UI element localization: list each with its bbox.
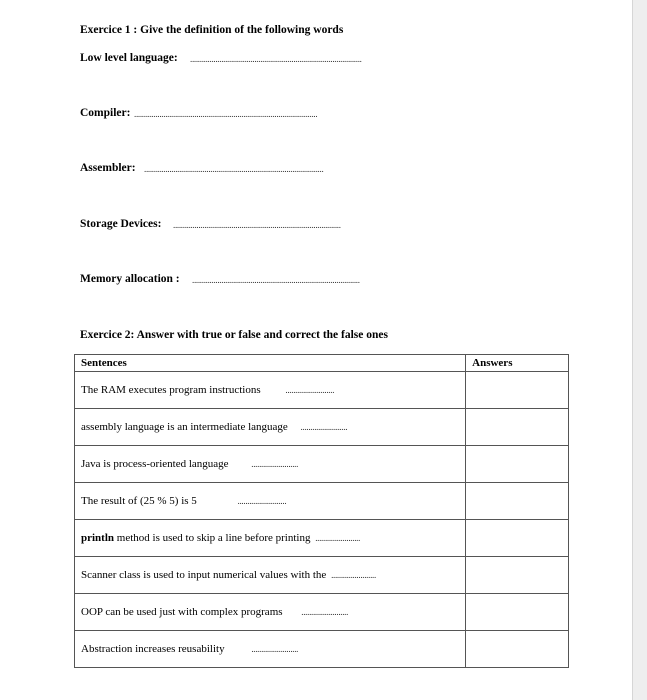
sentence-cell [75,409,466,446]
answer-cell[interactable] [466,631,569,668]
definition-blank-memory-allocation: ...................................................................................... [192,275,360,285]
code-keyword-println: println [81,532,115,544]
answer-cell[interactable] [466,446,569,483]
answer-cell[interactable] [466,520,569,557]
sentence-cell [75,594,466,631]
table-row [75,372,569,409]
definition-blank-storage-devices: ...................................................................................... [173,220,341,230]
sentence-text: method is used to skip a line before printing [114,532,311,544]
exercise2-title: Exercice 2: Answer with true or false and correct the false ones [80,329,388,341]
header-answers: Answers [466,355,569,372]
answer-cell[interactable] [466,594,569,631]
page-edge-shadow [632,0,647,700]
table-row [75,631,569,668]
sentence-cell [75,631,466,668]
answer-cell[interactable] [466,557,569,594]
sentence-dots: ........................ [251,644,299,654]
term-compiler: Compiler: [80,107,131,119]
exercise1-title: Exercice 1 : Give the definition of the following words [80,24,344,36]
table-row [75,483,569,520]
sentence-text: Java is process-oriented language [81,458,229,470]
answer-cell[interactable] [466,372,569,409]
sentence-dots: ......................... [237,496,287,506]
answer-cell[interactable] [466,409,569,446]
definition-blank-compiler: .............................................................................................. [134,109,318,119]
term-low-level-language: Low level language: [80,52,178,64]
sentence-cell [75,446,466,483]
header-sentences: Sentences [75,355,466,372]
sentence-cell [75,557,466,594]
table-row [75,557,569,594]
table-row [75,594,569,631]
term-memory-allocation: Memory allocation : [80,273,180,285]
sentence-dots: ......................... [285,385,335,395]
sentence-cell [75,372,466,409]
term-storage-devices: Storage Devices: [80,218,162,230]
sentence-dots: ....................... [331,570,376,580]
answer-cell[interactable] [466,483,569,520]
table-row [75,409,569,446]
sentence-text: The result of (25 % 5) is 5 [81,495,197,507]
definition-blank-low-level-language: ........................................................................................ [190,54,362,64]
sentence-text: The RAM executes program instructions [81,384,261,396]
sentence-text: OOP can be used just with complex programs [81,606,283,618]
sentence-text: assembly language is an intermediate language [81,421,288,433]
sentence-dots: ........................ [300,422,348,432]
term-assembler: Assembler: [80,162,136,174]
sentence-dots: ........................ [301,607,349,617]
sentence-text: Scanner class is used to input numerical values with the [81,569,327,581]
sentence-cell [75,483,466,520]
table-row [75,446,569,483]
definition-blank-assembler: ............................................................................................ [144,164,324,174]
sentence-cell [75,520,466,557]
table-header-row [75,355,569,372]
sentence-dots: ........................ [251,459,299,469]
true-false-table [74,354,569,668]
sentence-dots: ....................... [315,533,361,543]
table-row [75,520,569,557]
sentence-text: Abstraction increases reusability [81,643,225,655]
